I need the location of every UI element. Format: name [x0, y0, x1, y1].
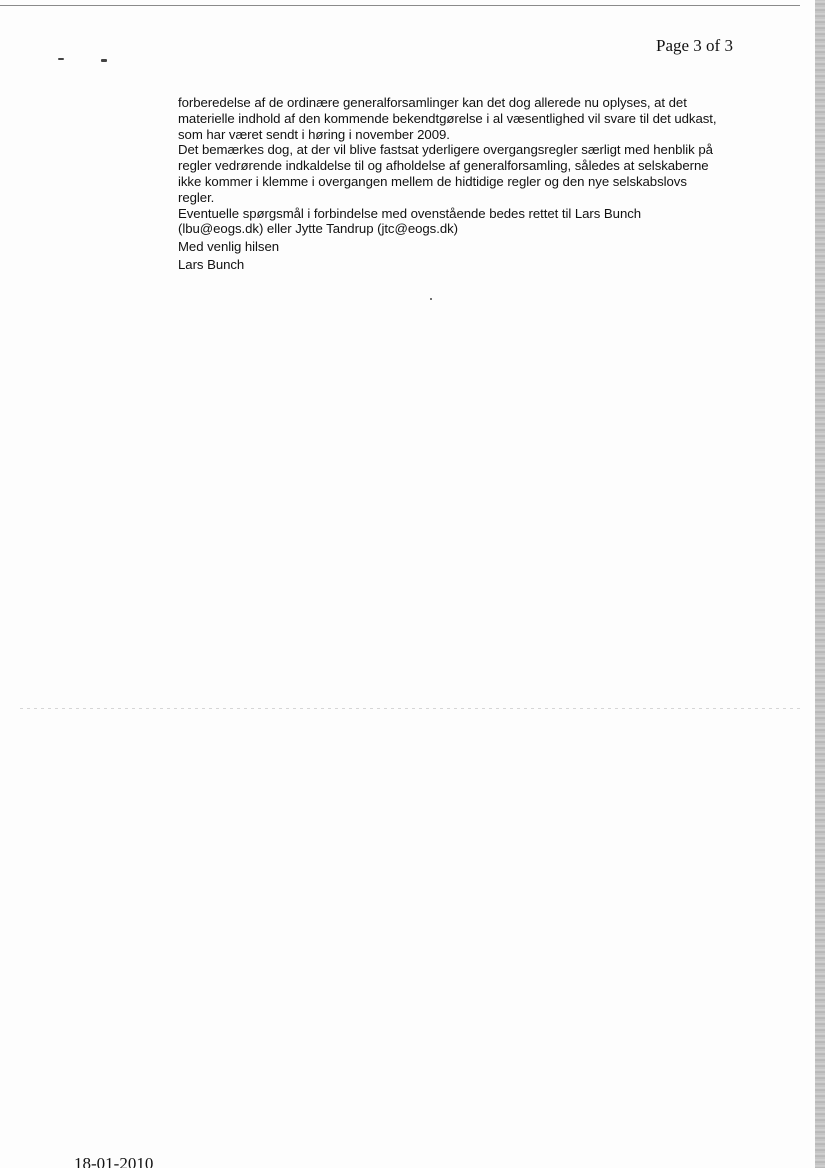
body-line: (lbu@eogs.dk) eller Jytte Tandrup (jtc@eogs.dk) — [178, 221, 458, 237]
body-line: regler vedrørende indkaldelse til og afholdelse af generalforsamling, således at selskaberne — [178, 158, 709, 174]
footer-date: 18-01-2010 — [74, 1154, 154, 1168]
scan-speck — [58, 58, 64, 60]
body-line: som har været sendt i høring i november 2009. — [178, 126, 450, 142]
body-line: Det bemærkes dog, at der vil blive fastsat yderligere overgangsregler særligt med henblik på — [178, 142, 713, 158]
body-line: ikke kommer i klemme i overgangen mellem de hidtidige regler og den nye selskabslovs — [178, 173, 687, 189]
scan-edge-shadow — [815, 0, 825, 1168]
body-line: Eventuelle spørgsmål i forbindelse med ovenstående bedes rettet til Lars Bunch — [178, 205, 642, 221]
scan-speck — [430, 298, 432, 300]
body-line: regler. — [178, 189, 215, 205]
top-rule — [0, 5, 800, 6]
body-line: forberedelse af de ordinære generalforsamlinger kan det dog allerede nu oplyses, at det — [178, 95, 687, 110]
closing-line: Med venlig hilsen — [178, 239, 280, 255]
page-number: Page 3 of 3 — [656, 36, 733, 55]
signature-line: Lars Bunch — [178, 256, 245, 272]
scan-speck — [101, 59, 107, 62]
letter-body — [178, 95, 758, 273]
body-line: materielle indhold af den kommende bekendtgørelse i al væsentlighed vil svare til det udkast, — [178, 110, 717, 126]
faint-scan-line — [20, 708, 800, 709]
